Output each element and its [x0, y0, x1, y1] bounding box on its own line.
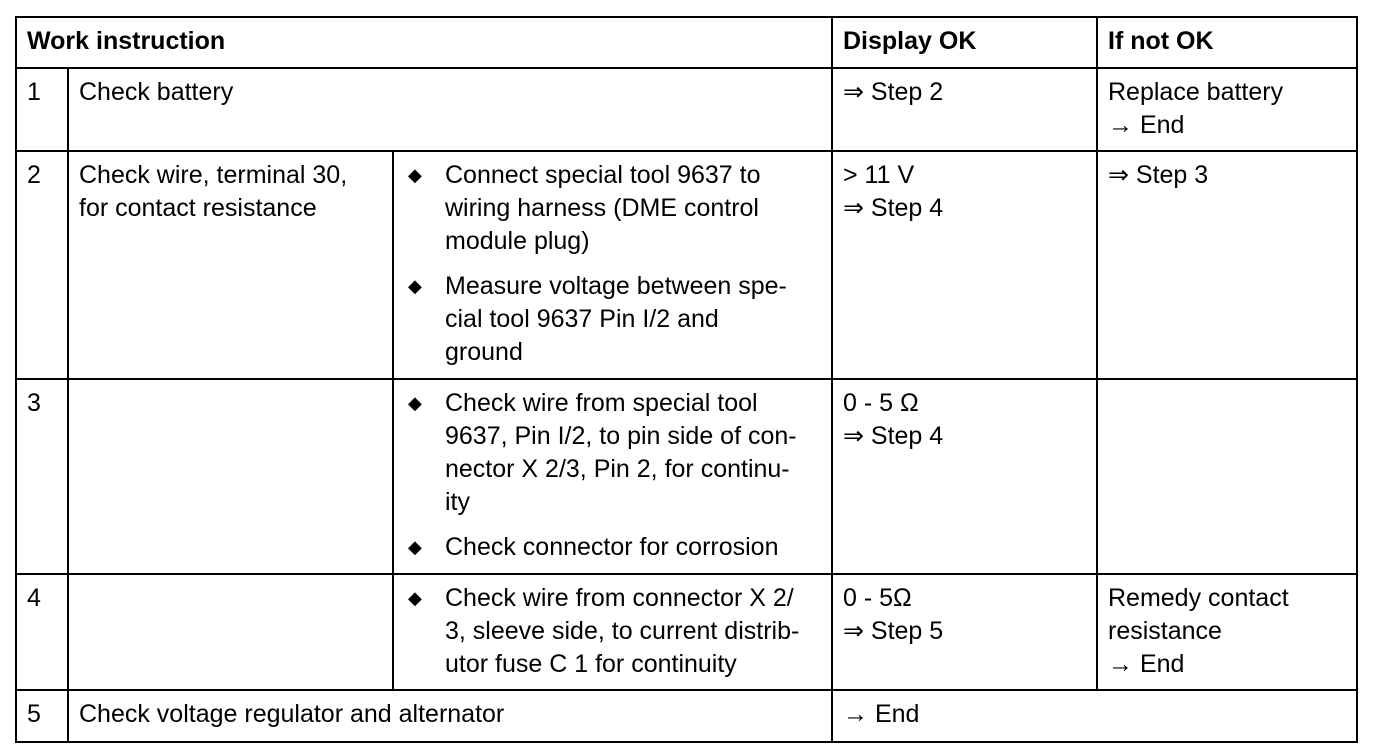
detail-line: 9637, Pin I/2, to pin side of con- — [445, 422, 797, 450]
display-ok-line: ⇒ Step 4 — [843, 194, 944, 222]
detail-line: cial tool 9637 Pin I/2 and — [445, 305, 719, 333]
detail-line: utor fuse C 1 for continuity — [445, 650, 737, 678]
details-cell — [393, 379, 832, 574]
table-row — [16, 690, 1357, 742]
display-ok-line: ⇒ Step 2 — [843, 78, 944, 106]
display-ok-line: 0 - 5Ω — [843, 584, 912, 612]
table-row — [16, 379, 1357, 574]
if-not-ok-cell — [1097, 151, 1357, 379]
if-not-ok-line: Replace battery — [1108, 78, 1284, 106]
detail-line: Measure voltage between spe- — [445, 272, 787, 300]
step-number: 2 — [16, 151, 68, 379]
detail-line: module plug) — [445, 227, 590, 255]
table-row — [16, 68, 1357, 151]
display-ok-line: 0 - 5 Ω — [843, 389, 919, 417]
detail-line: Check wire from special tool — [445, 389, 758, 417]
if-not-ok-line: → End — [1108, 111, 1185, 139]
step-number: 5 — [16, 690, 68, 742]
details-cell — [393, 151, 832, 379]
diamond-bullet-icon: ◆ — [408, 276, 422, 296]
if-not-ok-line: Remedy contact — [1108, 584, 1289, 612]
display-ok-line: > 11 V — [843, 161, 915, 189]
header-display-ok: Display OK — [832, 17, 1097, 68]
list-item — [404, 582, 821, 681]
display-ok-line: ⇒ Step 5 — [843, 617, 944, 645]
list-item — [404, 531, 821, 564]
display-ok-line: → End — [843, 700, 920, 728]
work-instruction-table — [15, 16, 1358, 743]
diamond-bullet-icon: ◆ — [408, 588, 422, 608]
instruction-line: Check voltage regulator and alternator — [79, 700, 505, 728]
table-row — [16, 574, 1357, 690]
list-item — [404, 270, 821, 369]
detail-line: Check wire from connector X 2/ — [445, 584, 794, 612]
list-item — [404, 159, 821, 258]
detail-line: wiring harness (DME control — [445, 194, 759, 222]
details-cell — [393, 574, 832, 690]
header-if-not-ok: If not OK — [1097, 17, 1357, 68]
step-number: 3 — [16, 379, 68, 574]
detail-line: 3, sleeve side, to current distrib- — [445, 617, 800, 645]
if-not-ok-cell — [1097, 379, 1357, 574]
list-item — [404, 387, 821, 519]
details-list — [404, 159, 821, 369]
display-ok-cell — [832, 68, 1097, 151]
instruction-line: Check battery — [79, 78, 234, 106]
diamond-bullet-icon: ◆ — [408, 393, 422, 413]
step-number: 1 — [16, 68, 68, 151]
detail-line: Check connector for corrosion — [445, 533, 779, 561]
detail-line: Connect special tool 9637 to — [445, 161, 761, 189]
step-number: 4 — [16, 574, 68, 690]
table-header-row — [16, 17, 1357, 68]
if-not-ok-line: → End — [1108, 650, 1185, 678]
instruction-cell — [68, 151, 393, 379]
display-ok-cell — [832, 151, 1097, 379]
display-ok-line: ⇒ Step 4 — [843, 422, 944, 450]
display-ok-cell — [832, 379, 1097, 574]
diamond-bullet-icon: ◆ — [408, 537, 422, 557]
details-list — [404, 387, 821, 564]
if-not-ok-line: resistance — [1108, 617, 1222, 645]
instruction-line: Check wire, terminal 30, — [79, 161, 348, 189]
table-row — [16, 151, 1357, 379]
if-not-ok-cell — [1097, 68, 1357, 151]
instruction-cell — [68, 379, 393, 574]
instruction-cell — [68, 690, 832, 742]
if-not-ok-cell — [1097, 574, 1357, 690]
if-not-ok-line: ⇒ Step 3 — [1108, 161, 1209, 189]
instruction-line: for contact resistance — [79, 194, 317, 222]
detail-line: nector X 2/3, Pin 2, for continu- — [445, 455, 790, 483]
display-ok-cell — [832, 690, 1357, 742]
diamond-bullet-icon: ◆ — [408, 165, 422, 185]
header-work-instruction: Work instruction — [16, 17, 832, 68]
detail-line: ity — [445, 488, 470, 516]
display-ok-cell — [832, 574, 1097, 690]
details-list — [404, 582, 821, 681]
detail-line: ground — [445, 338, 523, 366]
instruction-cell — [68, 574, 393, 690]
instruction-cell — [68, 68, 832, 151]
